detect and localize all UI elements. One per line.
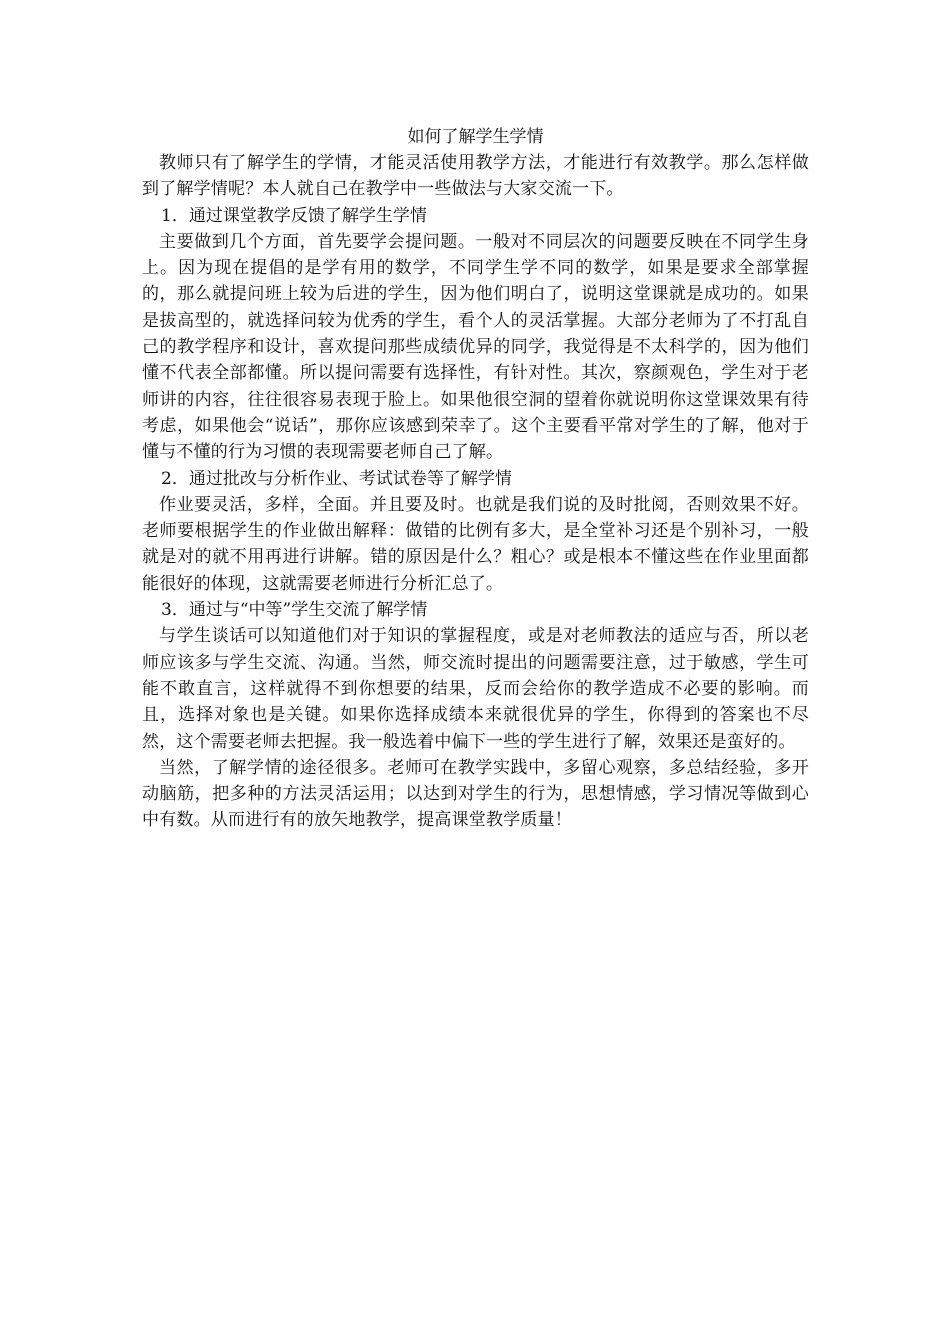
section-3-body: 与学生谈话可以知道他们对于知识的掌握程度，或是对老师教法的适应与否，所以老师应该多与学生交流、沟通。当然，师交流时提出的问题需要注意，过于敏感，学生可能不敢直言，这样就得不到你想要的结果，反而会给你的教学造成不必要的影响。而且，选择对象也是关键。如果你选择成绩本来就很优异的学生，你得到的答案也不尽然，这个需要老师去把握。我一般选着中偏下一些的学生进行了解，效果还是蛮好的。 bbox=[142, 626, 809, 752]
section-2-body: 作业要灵活，多样，全面。并且要及时。也就是我们说的及时批阅，否则效果不好。老师要根据学生的作业做出解释：做错的比例有多大，是全堂补习还是个别补习，一般就是对的就不用再进行讲解。错的原因是什么？粗心？或是根本不懂这些在作业里面都能很好的体现，这就需要老师进行分析汇总了。 bbox=[142, 494, 809, 594]
section-1-heading: 1．通过课堂教学反馈了解学生学情 bbox=[161, 205, 427, 226]
section-2-heading: 2．通过批改与分析作业、考试试卷等了解学情 bbox=[161, 468, 512, 489]
document-title: 如何了解学生学情 bbox=[407, 127, 544, 147]
intro-paragraph: 教师只有了解学生的学情，才能灵活使用教学方法，才能进行有效教学。那么怎样做到了解学情呢？本人就自己在教学中一些做法与大家交流一下。 bbox=[142, 153, 809, 200]
section-3-heading: 3．通过与“中等”学生交流了解学情 bbox=[161, 600, 428, 621]
document-page bbox=[142, 124, 809, 834]
section-1-body: 主要做到几个方面，首先要学会提问题。一般对不同层次的问题要反映在不同学生身上。因为现在提倡的是学有用的数学，不同学生学不同的数学，如果是要求全部掌握的，那么就提问班上较为后进的学生，因为他们明白了，说明这堂课就是成功的。如果是拔高型的，就选择问较为优秀的学生，看个人的灵活掌握。大部分老师为了不打乱自己的教学程序和设计，喜欢提问那些成绩优异的同学，我觉得是不太科学的，因为他们懂不代表全部都懂。所以提问需要有选择性，有针对性。其次，察颜观色，学生对于老师讲的内容，往往很容易表现于脸上。如果他很空洞的望着你就说明你这堂课效果有待考虑，如果他会“说话”，那你应该感到荣幸了。这个主要看平常对学生的了解，他对于懂与不懂的行为习惯的表现需要老师自己了解。 bbox=[142, 231, 809, 463]
conclusion-paragraph: 当然，了解学情的途径很多。老师可在教学实践中，多留心观察，多总结经验，多开动脑筋，把多种的方法灵活运用；以达到对学生的行为，思想情感，学习情况等做到心中有数。从而进行有的放矢地教学，提高课堂教学质量！ bbox=[142, 757, 809, 831]
